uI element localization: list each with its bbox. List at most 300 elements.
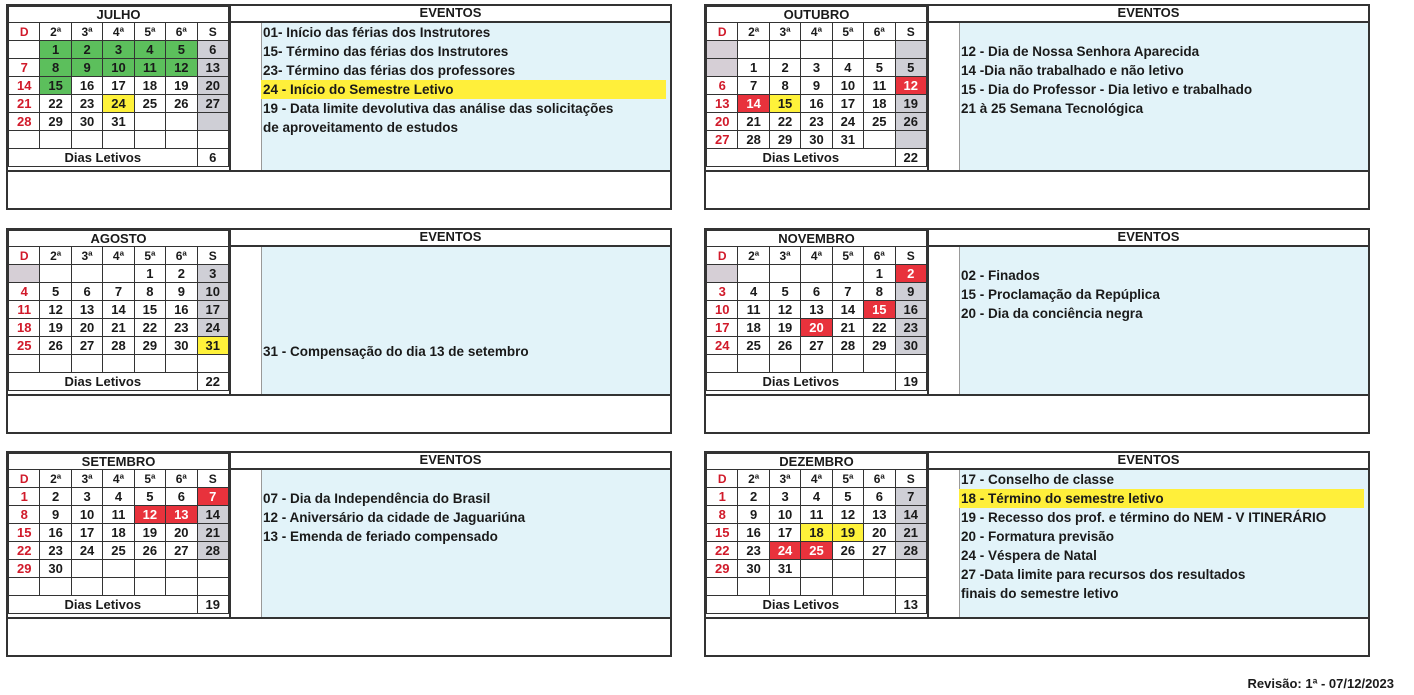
day-cell	[832, 355, 863, 373]
day-cell: 8	[40, 59, 71, 77]
day-cell: 12	[895, 77, 926, 95]
weekday-header: 3ª	[71, 470, 102, 488]
day-cell: 31	[832, 131, 863, 149]
day-cell	[71, 355, 102, 373]
day-cell: 14	[9, 77, 40, 95]
day-cell: 27	[864, 542, 895, 560]
day-cell: 17	[769, 524, 800, 542]
day-cell: 10	[707, 301, 738, 319]
day-cell: 5	[864, 59, 895, 77]
day-cell: 17	[707, 319, 738, 337]
events-title: EVENTOS	[231, 453, 670, 470]
events-list	[261, 489, 666, 546]
day-cell: 16	[166, 301, 197, 319]
day-cell	[197, 113, 228, 131]
day-cell: 19	[166, 77, 197, 95]
day-cell	[801, 355, 832, 373]
weekday-header: 3ª	[769, 247, 800, 265]
day-cell	[707, 41, 738, 59]
day-cell: 9	[895, 283, 926, 301]
day-cell: 17	[832, 95, 863, 113]
day-cell: 24	[832, 113, 863, 131]
day-cell	[707, 355, 738, 373]
day-cell: 9	[166, 283, 197, 301]
day-cell	[769, 355, 800, 373]
day-cell: 4	[801, 488, 832, 506]
day-cell: 23	[895, 319, 926, 337]
day-cell: 22	[864, 319, 895, 337]
day-cell: 29	[707, 560, 738, 578]
day-cell: 18	[103, 524, 134, 542]
day-cell: 26	[134, 542, 165, 560]
day-cell	[166, 131, 197, 149]
weekday-header: 5ª	[134, 247, 165, 265]
day-cell: 11	[738, 301, 769, 319]
weekday-header: 4ª	[801, 247, 832, 265]
day-cell: 21	[197, 524, 228, 542]
day-cell: 24	[103, 95, 134, 113]
month-name: NOVEMBRO	[707, 231, 927, 247]
day-cell: 24	[707, 337, 738, 355]
weekday-header: 6ª	[864, 23, 895, 41]
day-cell: 2	[895, 265, 926, 283]
event-item: 13 - Emenda de feriado compensado	[263, 529, 498, 544]
day-cell	[738, 578, 769, 596]
day-cell	[864, 131, 895, 149]
day-cell: 28	[103, 337, 134, 355]
day-cell	[895, 41, 926, 59]
dias-letivos-count: 6	[197, 149, 228, 167]
event-item: 24 - Início do Semestre Letivo	[261, 80, 666, 99]
day-cell	[895, 131, 926, 149]
day-cell: 21	[832, 319, 863, 337]
day-cell: 16	[801, 95, 832, 113]
day-cell: 23	[738, 542, 769, 560]
event-item: 21 à 25 Semana Tecnológica	[961, 101, 1144, 116]
weekday-header: S	[197, 247, 228, 265]
weekday-header: D	[707, 23, 738, 41]
dias-letivos-count: 19	[895, 373, 926, 391]
day-cell: 19	[40, 319, 71, 337]
day-cell: 10	[769, 506, 800, 524]
weekday-header: D	[707, 247, 738, 265]
calendar-grid	[706, 230, 929, 398]
dias-letivos-label: Dias Letivos	[707, 373, 896, 391]
event-item: 24 - Véspera de Natal	[961, 548, 1097, 563]
day-cell	[707, 265, 738, 283]
event-item: 19 - Recesso dos prof. e término do NEM - V ITINERÁRIO	[961, 510, 1327, 525]
day-cell	[707, 59, 738, 77]
events-panel	[929, 453, 1368, 621]
weekday-header: S	[197, 470, 228, 488]
weekday-header: D	[9, 470, 40, 488]
month-block-novembro	[704, 228, 1370, 434]
day-cell	[103, 355, 134, 373]
day-cell	[71, 578, 102, 596]
day-cell: 16	[71, 77, 102, 95]
events-title: EVENTOS	[231, 230, 670, 247]
weekday-header: 5ª	[832, 470, 863, 488]
day-cell: 27	[801, 337, 832, 355]
day-cell	[166, 578, 197, 596]
day-cell: 6	[707, 77, 738, 95]
revision-label: Revisão: 1ª - 07/12/2023	[1247, 676, 1394, 691]
day-cell	[769, 265, 800, 283]
day-cell	[166, 355, 197, 373]
day-cell: 22	[769, 113, 800, 131]
day-cell: 2	[166, 265, 197, 283]
day-cell: 14	[103, 301, 134, 319]
day-cell	[197, 560, 228, 578]
event-item: 17 - Conselho de classe	[961, 472, 1115, 487]
day-cell: 8	[9, 506, 40, 524]
day-cell: 20	[197, 77, 228, 95]
event-item: 20 - Dia da conciência negra	[961, 306, 1143, 321]
day-cell	[9, 41, 40, 59]
day-cell: 27	[707, 131, 738, 149]
events-title: EVENTOS	[929, 6, 1368, 23]
day-cell: 1	[40, 41, 71, 59]
month-name: DEZEMBRO	[707, 454, 927, 470]
day-cell: 11	[864, 77, 895, 95]
day-cell	[707, 578, 738, 596]
day-cell	[197, 578, 228, 596]
weekday-header: D	[9, 247, 40, 265]
day-cell: 7	[103, 283, 134, 301]
event-item: 20 - Formatura previsão	[961, 529, 1115, 544]
event-item: 07 - Dia da Independência do Brasil	[263, 491, 491, 506]
notes-area	[8, 170, 670, 208]
weekday-header: 4ª	[103, 23, 134, 41]
day-cell: 19	[769, 319, 800, 337]
day-cell: 17	[103, 77, 134, 95]
calendar-grid	[8, 230, 231, 398]
weekday-header: 3ª	[769, 470, 800, 488]
day-cell	[832, 265, 863, 283]
day-cell: 5	[134, 488, 165, 506]
day-cell: 3	[197, 265, 228, 283]
day-cell	[40, 131, 71, 149]
notes-area	[706, 394, 1368, 432]
weekday-header: 3ª	[769, 23, 800, 41]
event-item: de aproveitamento de estudos	[263, 120, 459, 135]
day-cell: 9	[40, 506, 71, 524]
day-cell: 23	[71, 95, 102, 113]
day-cell	[134, 131, 165, 149]
day-cell	[832, 560, 863, 578]
day-cell: 21	[103, 319, 134, 337]
day-cell: 27	[197, 95, 228, 113]
weekday-header: 6ª	[166, 470, 197, 488]
day-cell: 10	[197, 283, 228, 301]
day-cell: 20	[707, 113, 738, 131]
day-cell: 10	[103, 59, 134, 77]
day-cell	[166, 560, 197, 578]
day-cell: 15	[40, 77, 71, 95]
day-cell: 13	[166, 506, 197, 524]
weekday-header: 6ª	[864, 470, 895, 488]
day-cell: 31	[103, 113, 134, 131]
day-cell	[103, 578, 134, 596]
day-cell: 26	[40, 337, 71, 355]
day-cell: 31	[197, 337, 228, 355]
events-panel	[231, 453, 670, 621]
events-title: EVENTOS	[231, 6, 670, 23]
day-cell: 30	[166, 337, 197, 355]
day-cell: 8	[864, 283, 895, 301]
day-cell	[9, 578, 40, 596]
event-item: 02 - Finados	[961, 268, 1040, 283]
day-cell: 23	[40, 542, 71, 560]
day-cell: 29	[40, 113, 71, 131]
day-cell: 15	[134, 301, 165, 319]
day-cell: 24	[71, 542, 102, 560]
day-cell	[895, 355, 926, 373]
day-cell: 23	[166, 319, 197, 337]
day-cell: 13	[71, 301, 102, 319]
weekday-header: 4ª	[103, 247, 134, 265]
day-cell: 1	[707, 488, 738, 506]
weekday-header: 4ª	[801, 470, 832, 488]
day-cell: 26	[895, 113, 926, 131]
day-cell	[9, 265, 40, 283]
weekday-header: S	[895, 247, 926, 265]
weekday-header: 3ª	[71, 23, 102, 41]
day-cell: 1	[864, 265, 895, 283]
day-cell	[103, 265, 134, 283]
day-cell: 29	[864, 337, 895, 355]
day-cell	[9, 355, 40, 373]
day-cell: 6	[166, 488, 197, 506]
events-panel	[929, 6, 1368, 174]
day-cell: 25	[801, 542, 832, 560]
weekday-header: 2ª	[738, 470, 769, 488]
day-cell: 15	[864, 301, 895, 319]
month-block-outubro	[704, 4, 1370, 210]
event-item: 15 - Proclamação da Repúplica	[961, 287, 1160, 302]
event-item: 12 - Aniversário da cidade de Jaguariúna	[263, 510, 526, 525]
month-block-julho	[6, 4, 672, 210]
day-cell: 1	[134, 265, 165, 283]
day-cell	[134, 560, 165, 578]
day-cell	[832, 41, 863, 59]
day-cell: 29	[9, 560, 40, 578]
dias-letivos-count: 22	[895, 149, 926, 167]
month-name: AGOSTO	[9, 231, 229, 247]
day-cell: 27	[71, 337, 102, 355]
weekday-header: 2ª	[738, 23, 769, 41]
day-cell: 24	[769, 542, 800, 560]
day-cell: 4	[103, 488, 134, 506]
day-cell: 2	[769, 59, 800, 77]
day-cell: 4	[738, 283, 769, 301]
day-cell: 20	[801, 319, 832, 337]
day-cell: 2	[40, 488, 71, 506]
day-cell	[801, 41, 832, 59]
day-cell: 24	[197, 319, 228, 337]
day-cell	[166, 113, 197, 131]
day-cell: 3	[71, 488, 102, 506]
day-cell	[769, 41, 800, 59]
weekday-header: 3ª	[71, 247, 102, 265]
day-cell: 22	[134, 319, 165, 337]
day-cell: 11	[103, 506, 134, 524]
day-cell	[738, 355, 769, 373]
day-cell: 7	[197, 488, 228, 506]
dias-letivos-count: 13	[895, 596, 926, 614]
month-name: OUTUBRO	[707, 7, 927, 23]
dias-letivos-count: 19	[197, 596, 228, 614]
events-panel	[231, 230, 670, 398]
event-item: finais do semestre letivo	[961, 586, 1119, 601]
notes-area	[8, 394, 670, 432]
day-cell: 2	[71, 41, 102, 59]
month-block-agosto	[6, 228, 672, 434]
weekday-header: 5ª	[134, 23, 165, 41]
weekday-header: S	[895, 470, 926, 488]
day-cell: 29	[769, 131, 800, 149]
day-cell	[40, 265, 71, 283]
day-cell: 7	[9, 59, 40, 77]
day-cell	[801, 578, 832, 596]
day-cell: 25	[864, 113, 895, 131]
weekday-header: 6ª	[864, 247, 895, 265]
weekday-header: 5ª	[832, 23, 863, 41]
day-cell	[197, 131, 228, 149]
events-title: EVENTOS	[929, 230, 1368, 247]
day-cell	[40, 355, 71, 373]
day-cell: 22	[9, 542, 40, 560]
month-name: SETEMBRO	[9, 454, 229, 470]
day-cell: 14	[832, 301, 863, 319]
day-cell: 1	[9, 488, 40, 506]
day-cell: 12	[134, 506, 165, 524]
dias-letivos-label: Dias Letivos	[9, 373, 198, 391]
event-item: 23- Término das férias dos professores	[263, 63, 516, 78]
event-item: 14 -Dia não trabalhado e não letivo	[961, 63, 1184, 78]
day-cell: 17	[71, 524, 102, 542]
day-cell: 26	[832, 542, 863, 560]
day-cell: 18	[864, 95, 895, 113]
day-cell	[864, 41, 895, 59]
day-cell: 5	[40, 283, 71, 301]
day-cell: 21	[738, 113, 769, 131]
day-cell: 7	[738, 77, 769, 95]
day-cell	[197, 355, 228, 373]
day-cell	[895, 578, 926, 596]
day-cell: 9	[801, 77, 832, 95]
day-cell: 25	[738, 337, 769, 355]
events-background	[261, 247, 670, 398]
day-cell: 15	[707, 524, 738, 542]
day-cell	[738, 41, 769, 59]
day-cell	[832, 578, 863, 596]
day-cell: 6	[801, 283, 832, 301]
day-cell: 26	[166, 95, 197, 113]
event-item: 01- Início das férias dos Instrutores	[263, 25, 491, 40]
events-list	[959, 470, 1364, 603]
day-cell	[71, 265, 102, 283]
day-cell: 20	[71, 319, 102, 337]
weekday-header: 4ª	[103, 470, 134, 488]
day-cell: 10	[832, 77, 863, 95]
month-block-dezembro	[704, 451, 1370, 657]
day-cell	[103, 131, 134, 149]
day-cell: 28	[9, 113, 40, 131]
day-cell	[738, 265, 769, 283]
day-cell: 30	[40, 560, 71, 578]
day-cell: 12	[40, 301, 71, 319]
day-cell	[801, 265, 832, 283]
day-cell: 28	[895, 542, 926, 560]
day-cell: 21	[9, 95, 40, 113]
event-item: 15- Término das férias dos Instrutores	[263, 44, 509, 59]
events-title: EVENTOS	[929, 453, 1368, 470]
month-name: JULHO	[9, 7, 229, 23]
day-cell: 11	[134, 59, 165, 77]
weekday-header: 6ª	[166, 23, 197, 41]
day-cell	[864, 355, 895, 373]
day-cell: 21	[895, 524, 926, 542]
day-cell: 7	[832, 283, 863, 301]
calendar-grid	[706, 6, 929, 174]
weekday-header: 2ª	[40, 470, 71, 488]
day-cell: 4	[832, 59, 863, 77]
day-cell: 16	[895, 301, 926, 319]
day-cell: 31	[769, 560, 800, 578]
day-cell: 30	[71, 113, 102, 131]
event-item: 15 - Dia do Professor - Dia letivo e trabalhado	[961, 82, 1253, 97]
day-cell: 30	[801, 131, 832, 149]
day-cell	[895, 560, 926, 578]
day-cell: 18	[134, 77, 165, 95]
weekday-header: 4ª	[801, 23, 832, 41]
weekday-header: S	[895, 23, 926, 41]
day-cell: 12	[832, 506, 863, 524]
day-cell: 25	[103, 542, 134, 560]
day-cell: 22	[40, 95, 71, 113]
events-list	[261, 23, 666, 137]
event-item: 27 -Data limite para recursos dos resultados	[961, 567, 1246, 582]
day-cell: 13	[801, 301, 832, 319]
day-cell: 28	[197, 542, 228, 560]
day-cell: 14	[895, 506, 926, 524]
day-cell: 3	[769, 488, 800, 506]
day-cell: 16	[40, 524, 71, 542]
day-cell: 9	[71, 59, 102, 77]
event-item: 31 - Compensação do dia 13 de setembro	[263, 344, 529, 359]
day-cell: 3	[801, 59, 832, 77]
weekday-header: 2ª	[738, 247, 769, 265]
day-cell: 19	[832, 524, 863, 542]
day-cell: 14	[197, 506, 228, 524]
day-cell	[71, 560, 102, 578]
day-cell: 29	[134, 337, 165, 355]
dias-letivos-label: Dias Letivos	[707, 149, 896, 167]
day-cell: 18	[801, 524, 832, 542]
weekday-header: 5ª	[832, 247, 863, 265]
dias-letivos-count: 22	[197, 373, 228, 391]
day-cell: 4	[9, 283, 40, 301]
day-cell: 26	[769, 337, 800, 355]
day-cell	[864, 560, 895, 578]
dias-letivos-label: Dias Letivos	[9, 596, 198, 614]
day-cell: 15	[9, 524, 40, 542]
day-cell	[864, 578, 895, 596]
day-cell: 30	[738, 560, 769, 578]
day-cell: 12	[166, 59, 197, 77]
weekday-header: S	[197, 23, 228, 41]
